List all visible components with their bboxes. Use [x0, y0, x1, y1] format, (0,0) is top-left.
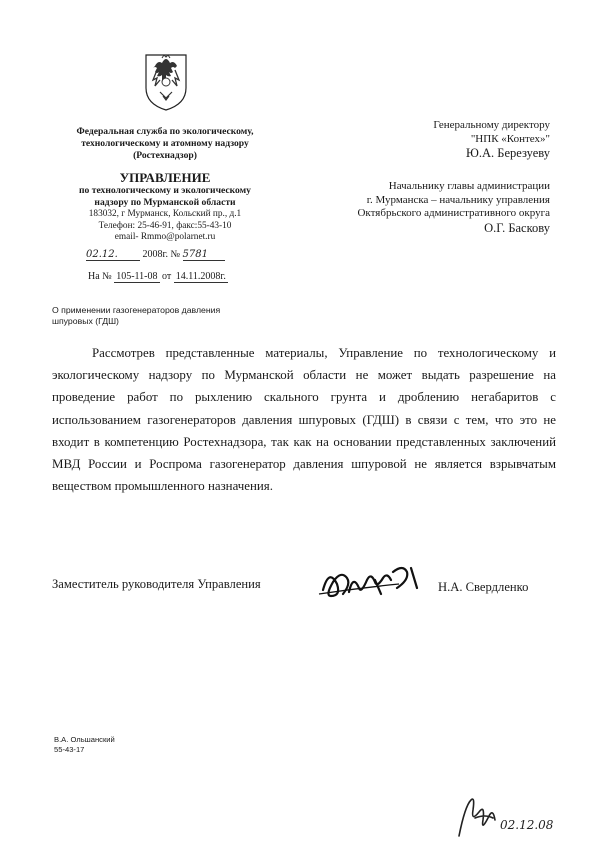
- agency-name: Федеральная служба по экологическому, технологическому и атомному надзору: [76, 126, 254, 149]
- executor-info: [54, 735, 115, 755]
- department-phone-fax: Телефон: 25-46-91, факс:55-43-10: [98, 220, 232, 231]
- addressee-1-organization: "НПК «Контех»": [470, 132, 550, 145]
- reference-from: от: [162, 271, 172, 282]
- signatory-name: Н.А. Свердленко: [438, 580, 529, 594]
- department-email: email- Rmmo@polarnet.ru: [114, 232, 216, 242]
- signatory-position: Заместитель руководителя Управления: [52, 577, 261, 591]
- addressee-2-position: Начальнику главы администрации: [388, 180, 550, 192]
- outgoing-year: 2008г.: [142, 249, 168, 260]
- body-paragraph: Рассмотрев представленные материалы, Управление по технологическому и экологическому надзору по Мурманской области не может выдать разрешение на проведение работ по рыхлению скального грунта и дроблению негабаритов с использованием газогенераторов давления шпуровых (ГДШ) в связи с тем, что это не входит в компетенцию Ростехнадзора, так как на основании представленных заключений МВД России и Роспрома газогенератор давления шпуровой не является взрывчатым веществом промышленного назначения.: [52, 346, 556, 494]
- outgoing-number-handwritten: 5781: [183, 249, 225, 261]
- receipt-date: 02.12.08: [500, 818, 554, 832]
- addressee-1-position: Генеральному директору: [433, 119, 550, 131]
- coat-of-arms-icon: [143, 52, 189, 112]
- reference-number-sign: №: [102, 271, 112, 282]
- department-line-1: по технологическому и экологическому: [79, 185, 251, 196]
- outgoing-date-handwritten: 02.12.: [86, 249, 140, 261]
- addressee-2: [300, 180, 550, 236]
- agency-short-name: (Ростехнадзор): [133, 150, 197, 161]
- reference-line: [88, 271, 288, 283]
- subject-line-2: шпуровых (ГДШ): [52, 316, 119, 326]
- addressee-2-name: О.Г. Баскову: [484, 220, 550, 235]
- executor-name: В.А. Ольшанский: [54, 735, 115, 744]
- letter-body: [52, 342, 556, 497]
- outgoing-number-sign: №: [170, 249, 181, 260]
- outgoing-registration: [86, 249, 286, 261]
- addressee-2-subposition: г. Мурманска – начальнику управления: [366, 193, 550, 206]
- department-line-2: надзору по Мурманской области: [94, 197, 236, 208]
- department-address: 183032, г Мурманск, Кольский пр., д.1: [88, 209, 242, 219]
- reference-number: 105-11-08: [116, 271, 158, 282]
- letter-subject: [52, 305, 242, 327]
- handwritten-signature-icon: [315, 560, 435, 610]
- sender-block: [40, 126, 290, 244]
- subject-line-1: О применении газогенераторов давления: [52, 305, 221, 315]
- department-title: УПРАВЛЕНИЕ: [119, 170, 211, 185]
- addressee-1-name: Ю.А. Березуеву: [466, 146, 550, 160]
- addressee-1: [360, 119, 550, 161]
- reference-date: 14.11.2008г.: [175, 271, 226, 282]
- reference-prefix: На: [88, 271, 100, 282]
- executor-phone: 55-43-17: [54, 745, 85, 754]
- receipt-signature-icon: [455, 792, 575, 842]
- addressee-2-district: Октябрьского административного округа: [357, 207, 550, 219]
